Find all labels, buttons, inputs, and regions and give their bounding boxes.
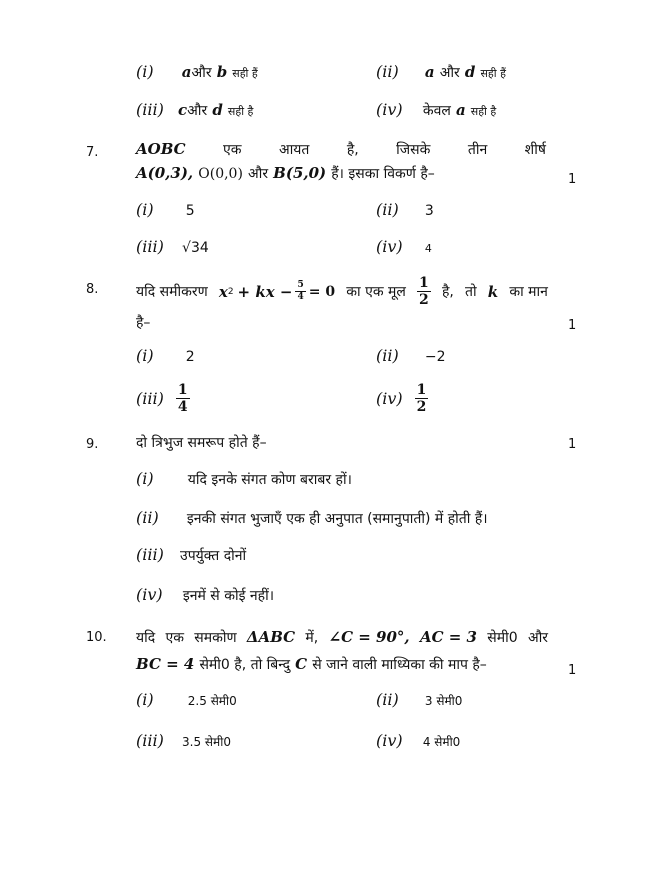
option-text: सही है [227, 105, 254, 118]
word: और [527, 630, 548, 646]
option-label: (iii) [136, 237, 164, 256]
option-label: (iii) [136, 100, 164, 119]
point-b: B(5,0) [273, 164, 327, 182]
option-var: a [181, 63, 192, 81]
q9-text: दो त्रिभुज समरूप होते हैं– [136, 435, 267, 451]
root-fraction [417, 276, 431, 307]
q7-option-ii [376, 200, 434, 219]
option-label: (i) [136, 62, 154, 81]
q6-option-ii [376, 62, 506, 82]
question-number: 8. [86, 282, 99, 297]
word: में, [305, 630, 319, 646]
option-label: (iii) [136, 731, 164, 750]
option-value: √34 [182, 240, 209, 256]
q9-option-i [136, 469, 352, 489]
option-label: (iv) [376, 100, 403, 119]
option-label: (iii) [136, 545, 164, 564]
option-var: a [455, 101, 466, 119]
equation [219, 281, 335, 302]
point-o: O(0,0) [198, 166, 243, 182]
marks: 1 [568, 663, 577, 678]
option-text: सही हैं [480, 67, 506, 80]
question-number: 10. [86, 630, 107, 645]
word: तो [465, 284, 477, 300]
option-prefix: केवल [422, 103, 451, 119]
option-label: (iv) [376, 237, 403, 256]
option-value: 2.5 सेमी0 [187, 694, 237, 708]
option-fraction [415, 383, 429, 414]
q8-text-line1 [136, 276, 548, 307]
fraction-num: 1 [416, 382, 427, 398]
option-label: (iii) [136, 389, 164, 408]
option-value: 3.5 सेमी0 [182, 735, 231, 749]
option-value: 3 सेमी0 [424, 694, 463, 708]
word: है, [441, 284, 454, 300]
option-value: 4 सेमी0 [422, 735, 461, 749]
option-fraction [176, 383, 190, 414]
word: शीर्ष [524, 142, 546, 158]
option-value: 5 [185, 203, 195, 219]
option-var: c [178, 101, 188, 119]
question-number: 9. [86, 437, 99, 452]
option-value: 3 [424, 203, 434, 219]
fraction-num: 1 [177, 382, 188, 398]
marks: 1 [568, 318, 577, 333]
option-label: (iv) [376, 389, 403, 408]
word: हैं। इसका विकर्ण है– [331, 166, 435, 182]
fraction-den: 4 [177, 399, 188, 415]
q6-option-i [136, 62, 258, 82]
eq-fraction [295, 281, 305, 302]
word: सेमी0 [487, 630, 518, 646]
option-text: सही हैं [232, 67, 258, 80]
option-and: और [191, 65, 212, 81]
word: यदि समीकरण [136, 284, 208, 300]
point-a: A(0,3), [136, 164, 194, 182]
option-var: d [464, 63, 476, 81]
option-text: इनकी संगत भुजाएँ एक ही अनुपात (समानुपाती) में होती हैं। [186, 511, 488, 527]
word: और [248, 166, 269, 182]
word: समकोण [194, 630, 237, 646]
option-var: d [212, 101, 223, 119]
angle: ∠C = 90°, [328, 628, 410, 646]
option-label: (i) [136, 469, 154, 488]
q8-option-iv [376, 383, 428, 414]
word: सेमी0 है, तो बिन्दु [199, 657, 291, 673]
option-text: यदि इनके संगत कोण बराबर हों। [187, 472, 352, 488]
word: यदि [136, 630, 156, 646]
q8-option-i [136, 346, 195, 365]
option-and: और [439, 65, 460, 81]
word: एक [223, 142, 242, 158]
option-value: −2 [424, 349, 446, 365]
q10-option-iv [376, 731, 460, 750]
option-label: (ii) [376, 200, 399, 219]
option-var: b [216, 63, 228, 81]
word: है, [346, 142, 359, 158]
fraction-num: 5 [297, 280, 304, 290]
q10-text-line1 [136, 628, 548, 647]
question-number: 7. [86, 145, 99, 160]
word: का एक मूल [346, 284, 406, 300]
option-label: (ii) [376, 346, 399, 365]
q8-option-iii [136, 383, 190, 414]
q10-option-iii [136, 731, 231, 750]
option-label: (i) [136, 690, 154, 709]
word: आयत [278, 142, 310, 158]
option-label: (i) [136, 346, 154, 365]
option-text: उपर्युक्त दोनों [180, 548, 247, 564]
word: का मान [509, 284, 548, 300]
q8-option-ii [376, 346, 446, 365]
q10-option-ii [376, 690, 462, 709]
q7-text-line1 [136, 140, 546, 159]
option-label: (ii) [136, 508, 159, 527]
side-bc: BC = 4 [136, 655, 195, 673]
option-text: सही है [470, 105, 497, 118]
eq-term: = 0 [308, 283, 336, 300]
q8-text-line2: है– [136, 315, 151, 331]
fraction-den: 4 [297, 292, 304, 302]
triangle: ΔABC [246, 628, 296, 646]
q9-option-iv [136, 585, 274, 605]
word: एक [165, 630, 184, 646]
option-and: और [187, 103, 208, 119]
q6-option-iii [136, 100, 253, 120]
q7-text-line2 [136, 163, 435, 183]
option-label: (ii) [376, 690, 399, 709]
option-value: 4 [424, 242, 432, 255]
fraction-den: 2 [416, 399, 427, 415]
word: से जाने वाली माध्यिका की माप है– [312, 657, 487, 673]
eq-exponent: 2 [227, 286, 234, 297]
option-label: (iv) [376, 731, 403, 750]
marks: 1 [568, 172, 577, 187]
option-label: (i) [136, 200, 154, 219]
q6-option-iv [376, 100, 496, 120]
side-ac: AC = 3 [419, 628, 477, 646]
q9-option-iii [136, 545, 246, 565]
option-label: (iv) [136, 585, 163, 604]
word: तीन [467, 142, 488, 158]
option-value: 2 [185, 349, 195, 365]
point-c: C [295, 655, 308, 673]
option-text: इनमें से कोई नहीं। [182, 588, 275, 604]
fraction-num: 1 [419, 275, 429, 291]
q7-option-iv [376, 237, 432, 256]
q7-option-iii [136, 237, 209, 256]
q10-option-i [136, 690, 237, 709]
option-label: (ii) [376, 62, 399, 81]
fraction-den: 2 [419, 292, 429, 308]
q10-text-line2 [136, 654, 487, 674]
marks: 1 [568, 437, 577, 452]
eq-var: x [218, 282, 228, 301]
q7-option-i [136, 200, 195, 219]
q9-option-ii [136, 508, 488, 528]
option-var: a [424, 63, 435, 81]
eq-var: k [487, 282, 499, 301]
word: AOBC [136, 140, 186, 158]
word: जिसके [396, 142, 431, 158]
eq-term: + kx − [237, 282, 293, 301]
